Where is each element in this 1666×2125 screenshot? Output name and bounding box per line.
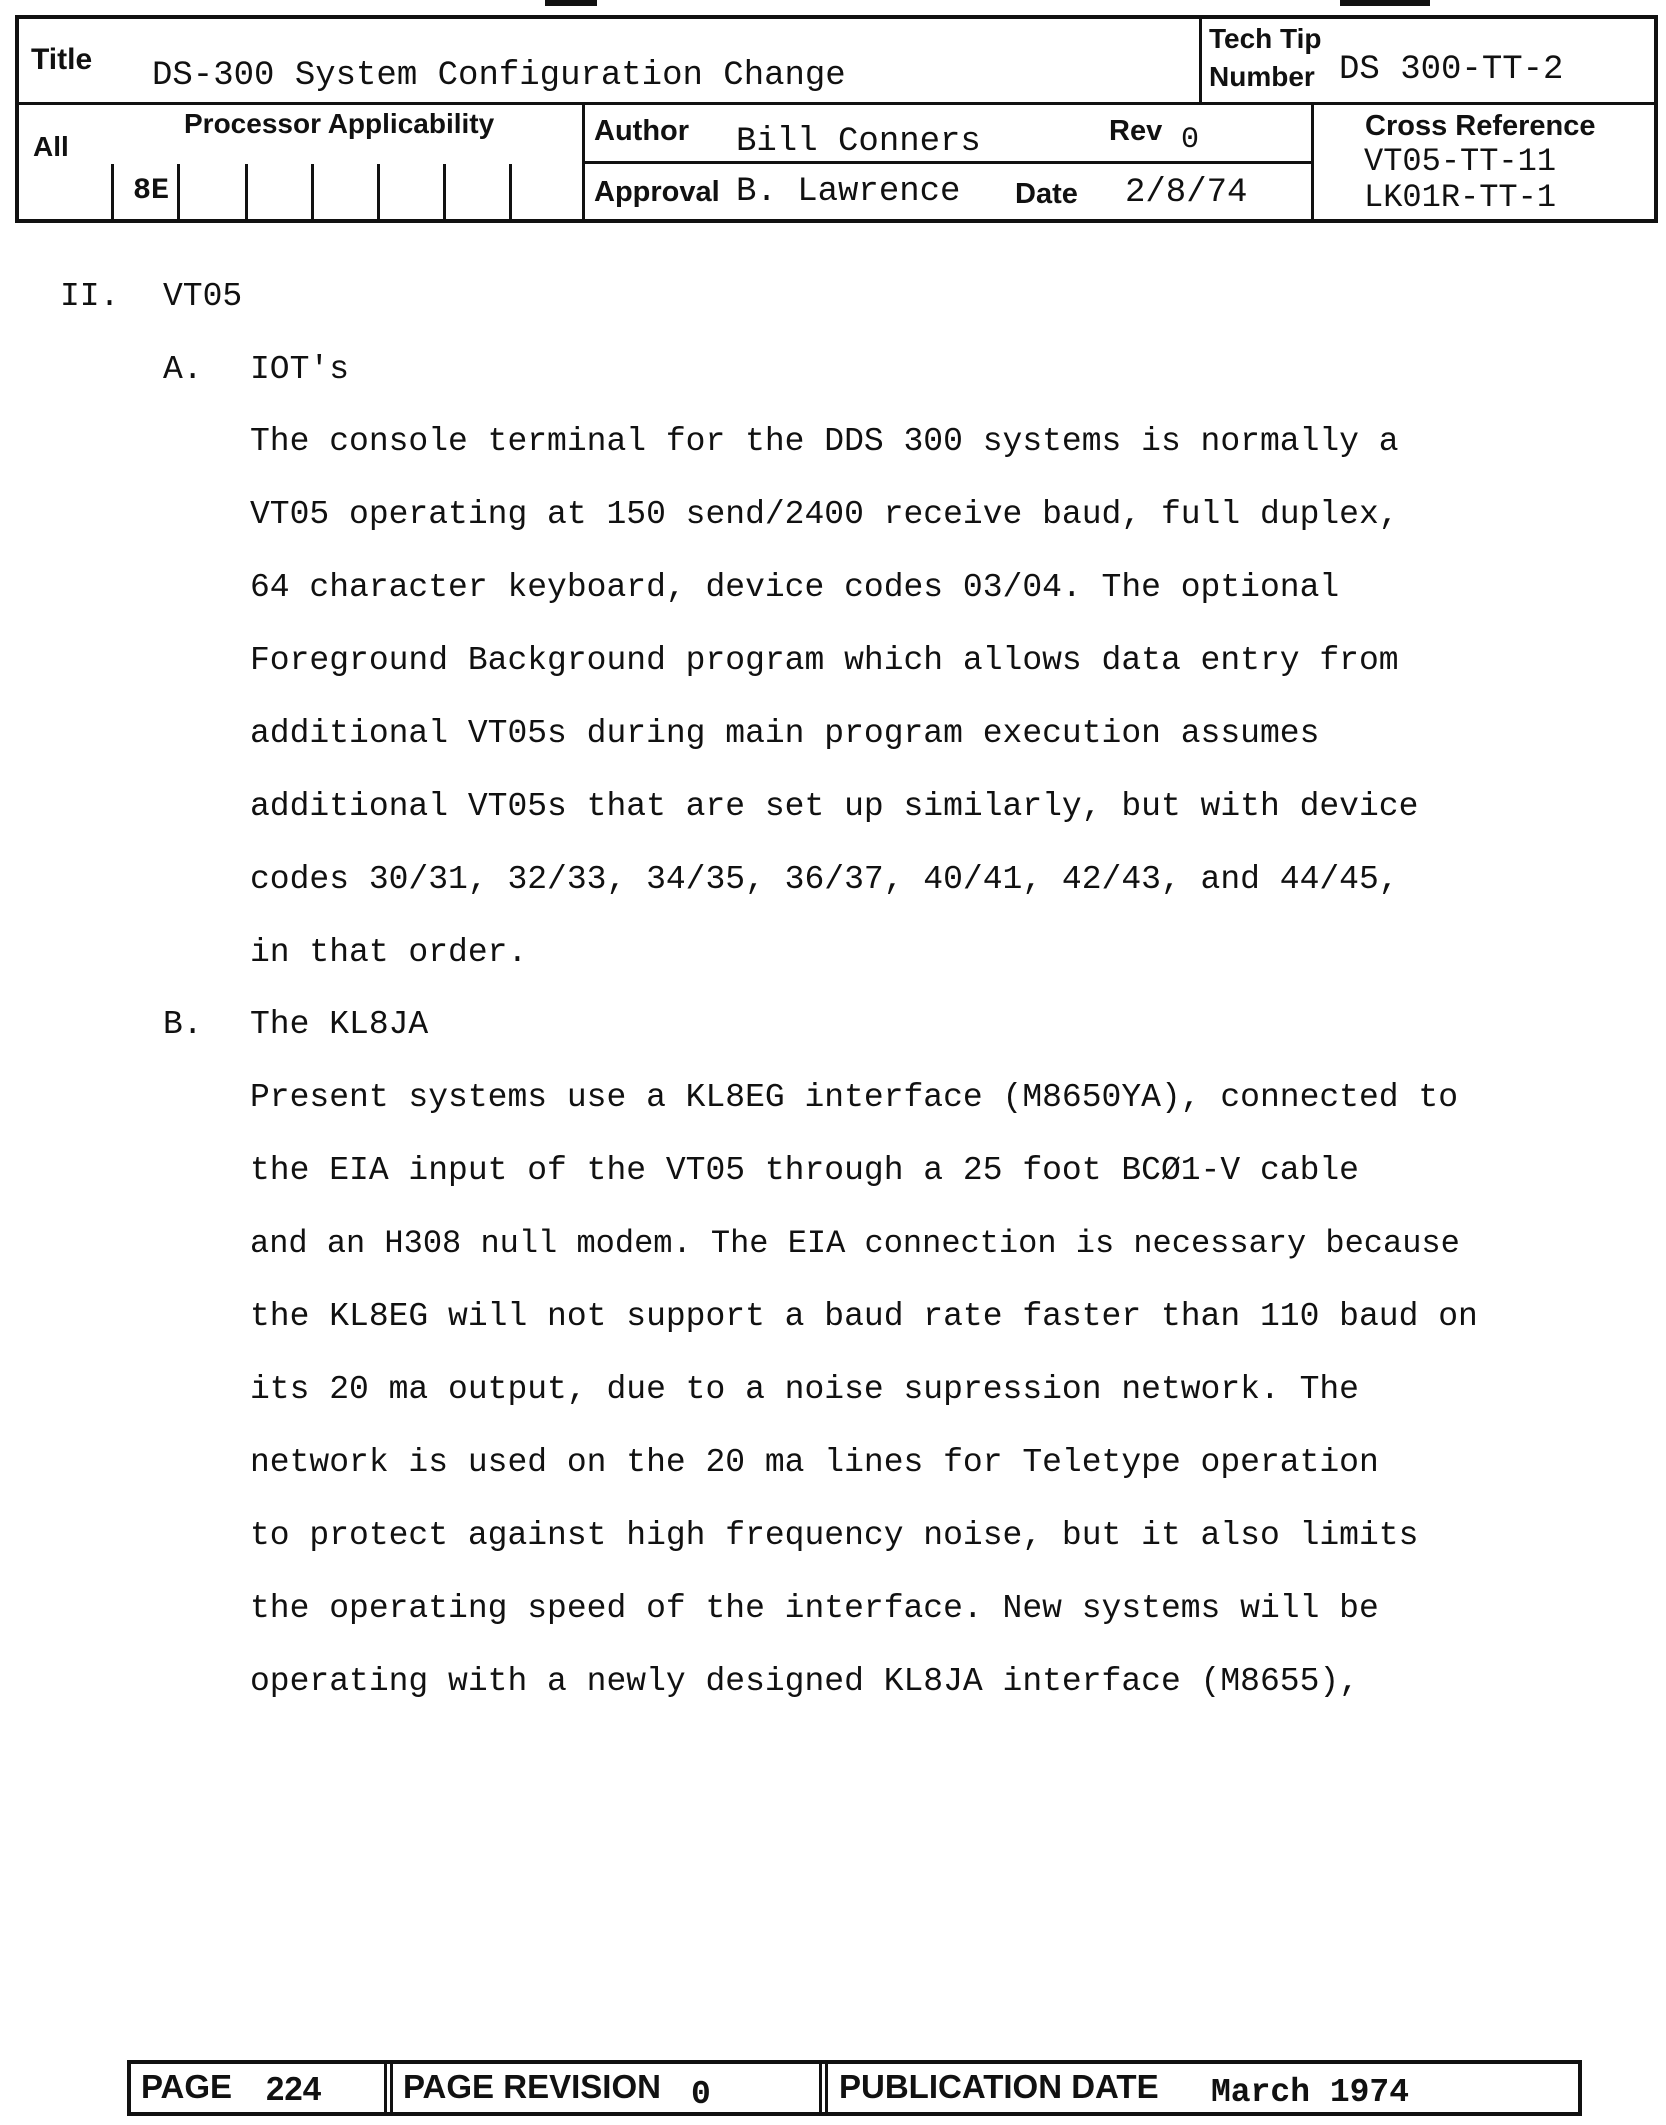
section-title: VT05 (163, 278, 243, 315)
paragraph-b-line: operating with a newly designed KL8JA interface (M8655), (250, 1663, 1359, 1700)
paragraph-b-line: network is used on the 20 ma lines for Teletype operation (250, 1444, 1379, 1481)
author-label: Author (594, 115, 690, 147)
top-mark-left (545, 0, 597, 6)
author-value: Bill Conners (736, 123, 981, 161)
paragraph-b-line: Present systems use a KL8EG interface (M8650YA), connected to (250, 1079, 1458, 1116)
page-revision-label: PAGE REVISION (403, 2068, 661, 2105)
techtip-value: DS 300-TT-2 (1339, 51, 1564, 89)
date-value: 2/8/74 (1125, 174, 1248, 212)
crossref-label: Cross Reference (1365, 110, 1596, 142)
crossref-value-1: VT05-TT-11 (1364, 143, 1557, 180)
all-label: All (33, 131, 69, 162)
publication-date-value: March 1974 (1211, 2074, 1410, 2111)
techtip-divider (1199, 19, 1202, 105)
approval-value: B. Lawrence (736, 173, 961, 211)
paragraph-b-line: to protect against high frequency noise, but it also limits (250, 1517, 1419, 1554)
subsection-b-letter: B. (163, 1006, 203, 1043)
proc-cell-line (111, 164, 114, 219)
proc-cell-line (245, 164, 248, 219)
header-form (15, 15, 1658, 223)
crossref-value-2: LK01R-TT-1 (1364, 179, 1557, 216)
approval-label: Approval (594, 176, 720, 208)
page-value: 224 (266, 2070, 322, 2107)
publication-date-label: PUBLICATION DATE (839, 2068, 1159, 2105)
paragraph-a-line: in that order. (250, 934, 528, 971)
paragraph-b-line: the operating speed of the interface. New systems will be (250, 1590, 1379, 1627)
paragraph-a-line: additional VT05s that are set up similarly, but with device (250, 788, 1419, 825)
paragraph-b-line: the EIA input of the VT05 through a 25 foot BCØ1-V cable (250, 1152, 1359, 1189)
footer-divider (390, 2064, 393, 2112)
approval-divider (582, 161, 1314, 164)
footer-divider (819, 2064, 822, 2112)
footer-bar (127, 2060, 1582, 2116)
paragraph-a-line: 64 character keyboard, device codes 03/04. The optional (250, 569, 1340, 606)
subsection-a-title: IOT's (250, 351, 350, 388)
techtip-label-2: Number (1209, 61, 1315, 92)
paragraph-b-line: its 20 ma output, due to a noise supression network. The (250, 1371, 1359, 1408)
processor-label: Processor Applicability (184, 108, 495, 139)
paragraph-a-line: VT05 operating at 150 send/2400 receive baud, full duplex, (250, 496, 1399, 533)
paragraph-a-line: The console terminal for the DDS 300 systems is normally a (250, 423, 1399, 460)
paragraph-a-line: codes 30/31, 32/33, 34/35, 36/37, 40/41, 42/43, and 44/45, (250, 861, 1399, 898)
rev-value: 0 (1181, 123, 1200, 157)
paragraph-b-line: and an H308 null modem. The EIA connection is necessary because (250, 1225, 1460, 1262)
footer-divider (825, 2064, 828, 2112)
techtip-label-1: Tech Tip (1209, 23, 1322, 54)
proc-cell-line (377, 164, 380, 219)
footer-divider (384, 2064, 387, 2112)
processor-cell-8e: 8E (133, 174, 170, 208)
proc-cell-line (509, 164, 512, 219)
title-value: DS-300 System Configuration Change (152, 57, 846, 95)
date-label: Date (1015, 178, 1078, 210)
rev-label: Rev (1109, 115, 1163, 147)
subsection-b-title: The KL8JA (250, 1006, 429, 1043)
title-label: Title (31, 43, 93, 76)
paragraph-b-line: the KL8EG will not support a baud rate faster than 110 baud on (250, 1298, 1478, 1335)
paragraph-a-line: additional VT05s during main program execution assumes (250, 715, 1320, 752)
page-revision-value: 0 (691, 2076, 711, 2113)
proc-cell-line (177, 164, 180, 219)
section-number: II. (60, 278, 120, 315)
paragraph-a-line: Foreground Background program which allows data entry from (250, 642, 1399, 679)
top-mark-right (1340, 0, 1430, 6)
proc-cell-line (311, 164, 314, 219)
proc-cell-line (443, 164, 446, 219)
page-label: PAGE (141, 2068, 233, 2105)
row-divider (19, 102, 1654, 105)
subsection-a-letter: A. (163, 351, 203, 388)
